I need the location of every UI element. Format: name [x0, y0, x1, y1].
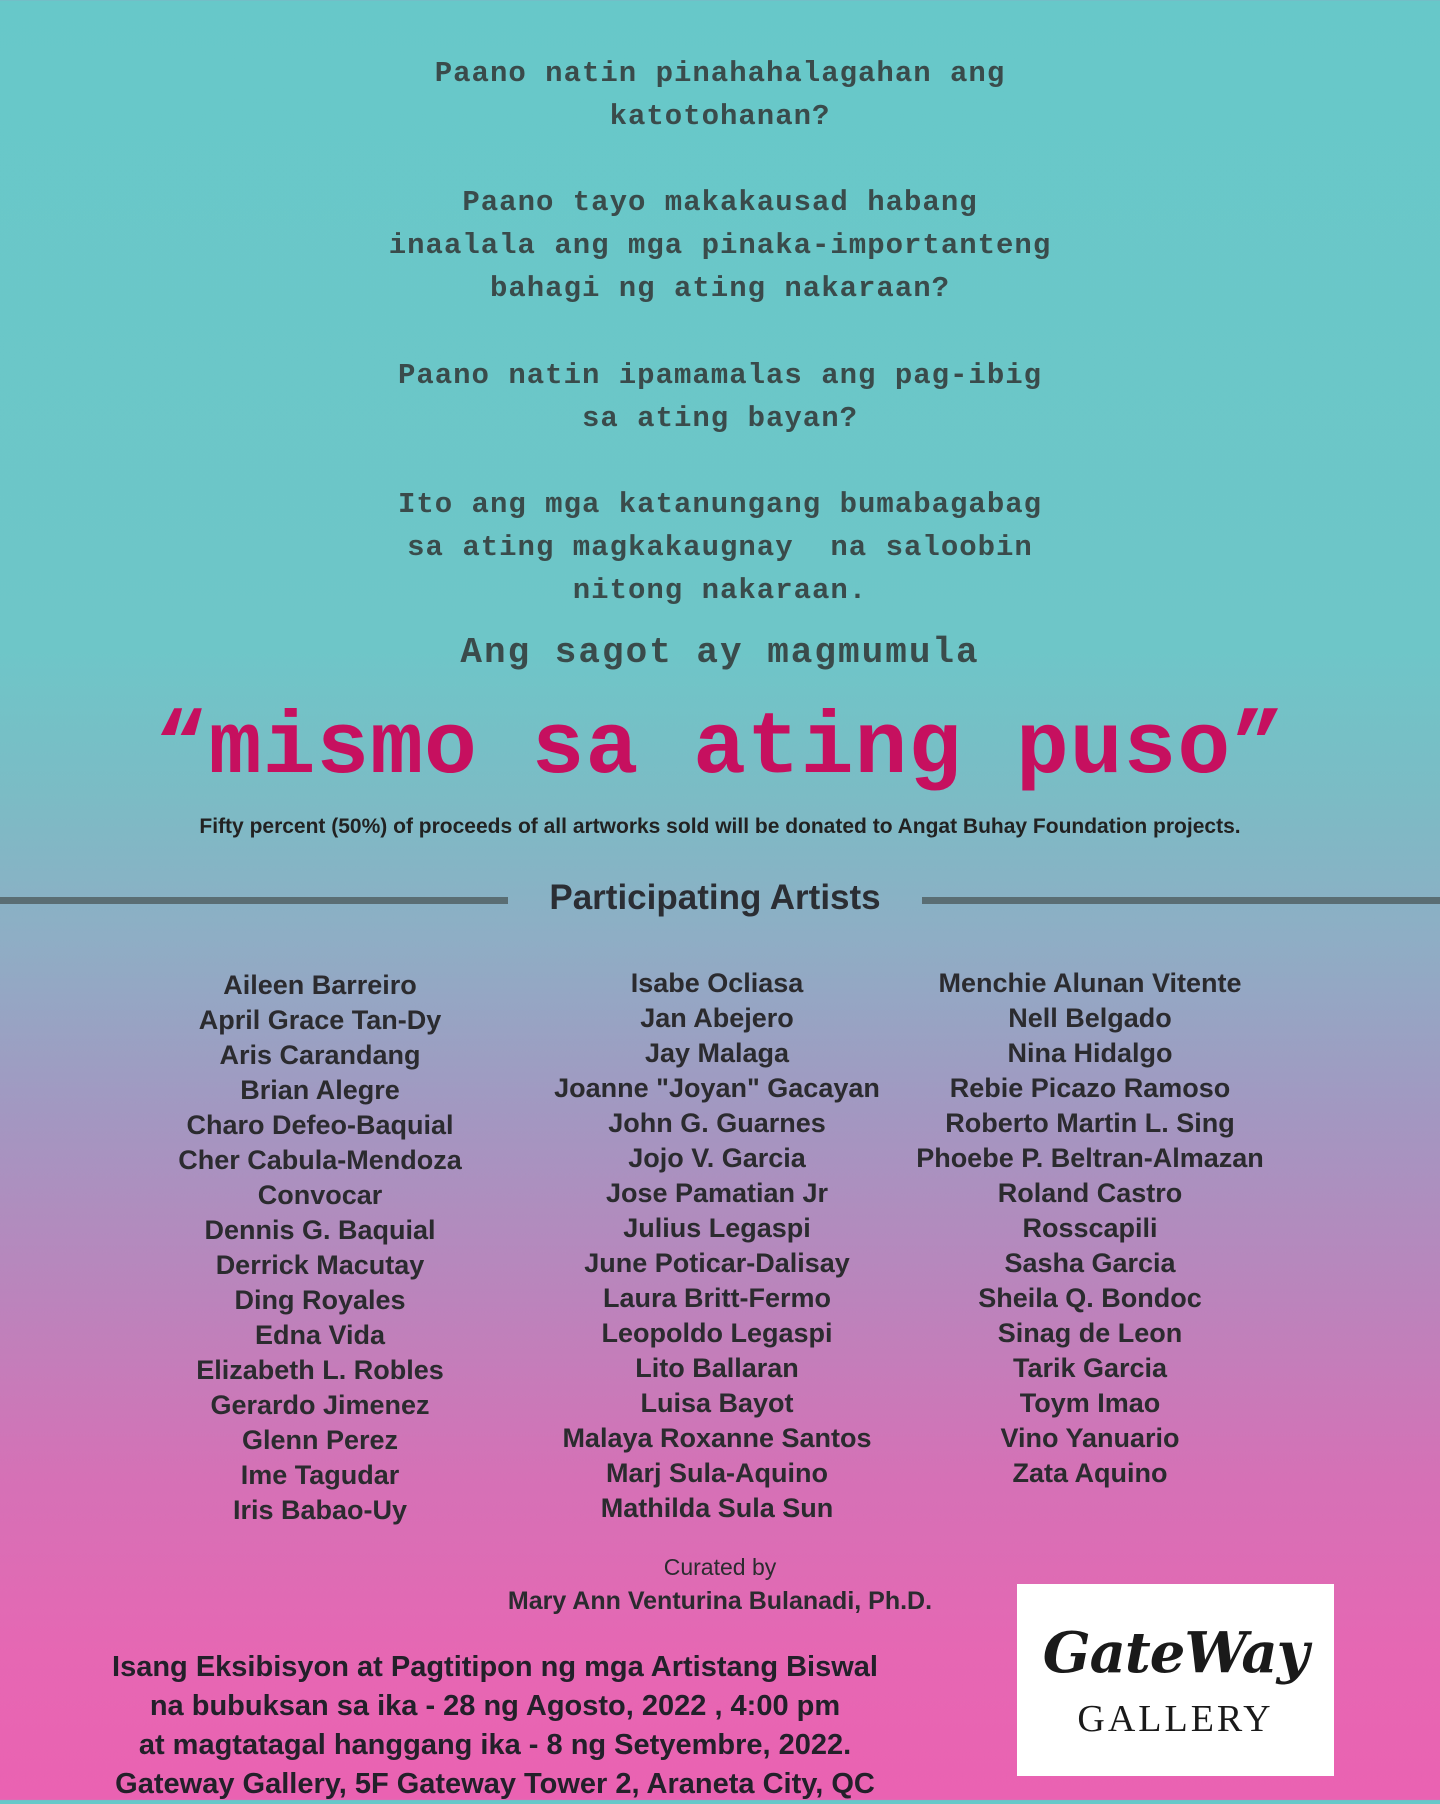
artist-name: Ime Tagudar: [240, 1460, 400, 1490]
poem-line: sa ating magkakaugnay na saloobin: [407, 531, 1033, 564]
artist-name: Laura Britt-Fermo: [602, 1283, 832, 1313]
artist-name: Ding Royales: [234, 1285, 406, 1315]
answer-line: Ang sagot ay magmumula: [460, 632, 980, 673]
artist-name: Jan Abejero: [640, 1003, 794, 1033]
artist-name: Rebie Picazo Ramoso: [949, 1073, 1231, 1103]
artist-name: Phoebe P. Beltran-Almazan: [916, 1143, 1264, 1173]
artist-name: Sheila Q. Bondoc: [978, 1283, 1202, 1313]
poem-line: Paano tayo makakausad habang: [462, 186, 978, 219]
artist-name: Julius Legaspi: [623, 1213, 811, 1243]
divider-left: [0, 897, 508, 904]
artist-name: Toym Imao: [1019, 1388, 1161, 1418]
artist-name: Nell Belgado: [1008, 1003, 1172, 1033]
divider-right: [922, 897, 1440, 904]
curator-name: Mary Ann Venturina Bulanadi, Ph.D.: [507, 1587, 933, 1615]
artist-name: Edna Vida: [254, 1320, 386, 1350]
artist-name: John G. Guarnes: [608, 1108, 826, 1138]
artist-name: Iris Babao-Uy: [232, 1495, 408, 1525]
artist-name: April Grace Tan-Dy: [198, 1005, 442, 1035]
poem-line: Paano natin pinahahalagahan ang: [434, 57, 1006, 90]
artists-heading: Participating Artists: [549, 878, 881, 917]
poem-line: Paano natin ipamamalas ang pag-ibig: [397, 359, 1043, 392]
artist-name: Cher Cabula-Mendoza: [178, 1145, 462, 1175]
logo-wordmark: GateWay: [1042, 1620, 1309, 1686]
artist-name: Malaya Roxanne Santos: [562, 1423, 872, 1453]
artist-name: Marj Sula-Aquino: [606, 1458, 828, 1488]
exhibit-title: “mismo sa ating puso”: [155, 700, 1285, 799]
artist-name: Aileen Barreiro: [223, 970, 417, 1000]
artist-name: June Poticar-Dalisay: [584, 1248, 850, 1278]
artists-column-3: [890, 966, 1290, 1491]
event-line: na bubuksan sa ika - 28 ng Agosto, 2022 , 4:00 pm: [149, 1690, 841, 1722]
artist-name: Roberto Martin L. Sing: [945, 1108, 1235, 1138]
artist-name: Rosscapili: [1022, 1213, 1158, 1243]
artist-name: Aris Carandang: [219, 1040, 421, 1070]
artist-name: Jay Malaga: [644, 1038, 790, 1068]
event-details: [80, 1648, 910, 1804]
artist-name: Elizabeth L. Robles: [196, 1355, 444, 1385]
artist-name: Derrick Macutay: [215, 1250, 425, 1280]
poem-line: katotohanan?: [609, 100, 831, 133]
artist-name: Mathilda Sula Sun: [600, 1493, 834, 1523]
logo-subtitle: GALLERY: [1077, 1698, 1274, 1740]
event-line: Isang Eksibisyon at Pagtitipon ng mga Artistang Biswal: [112, 1651, 878, 1683]
artist-name: Jojo V. Garcia: [628, 1143, 806, 1173]
artist-name: Jose Pamatian Jr: [605, 1178, 829, 1208]
poem-stanza-3: [0, 354, 1440, 440]
artists-column-2: [517, 966, 917, 1526]
artist-name: Sasha Garcia: [1004, 1248, 1176, 1278]
poem-line: bahagi ng ating nakaraan?: [489, 272, 951, 305]
artist-name: Isabe Ocliasa: [630, 968, 804, 998]
poem-line: Ito ang mga katanungang bumabagabag: [397, 488, 1043, 521]
artist-name: Gerardo Jimenez: [210, 1390, 430, 1420]
artist-name: Tarik Garcia: [1012, 1353, 1168, 1383]
artist-name: Menchie Alunan Vitente: [938, 968, 1242, 998]
artist-name: Lito Ballaran: [635, 1353, 799, 1383]
artist-name: Dennis G. Baquial: [204, 1215, 436, 1245]
artist-name: Luisa Bayot: [640, 1388, 794, 1418]
artist-name: Convocar: [257, 1180, 383, 1210]
poem-stanza-1: [0, 52, 1440, 138]
artists-column-1: [120, 968, 520, 1528]
artist-name: Brian Alegre: [240, 1075, 400, 1105]
artist-name: Charo Defeo-Baquial: [186, 1110, 454, 1140]
poem-stanza-4: [0, 483, 1440, 612]
artist-name: Glenn Perez: [241, 1425, 399, 1455]
gateway-gallery-logo: [1017, 1584, 1334, 1776]
artist-name: Leopoldo Legaspi: [601, 1318, 833, 1348]
event-line: at magtatagal hanggang ika - 8 ng Setyembre, 2022.: [138, 1729, 852, 1761]
poem-line: sa ating bayan?: [581, 402, 859, 435]
artist-name: Zata Aquino: [1012, 1458, 1168, 1488]
artist-name: Vino Yanuario: [1000, 1423, 1180, 1453]
artist-name: Sinag de Leon: [997, 1318, 1183, 1348]
poem-stanza-2: [0, 181, 1440, 310]
poem-line: inaalala ang mga pinaka-importanteng: [388, 229, 1052, 262]
artist-name: Joanne "Joyan" Gacayan: [554, 1073, 880, 1103]
curated-by-label: Curated by: [663, 1554, 777, 1580]
donation-note: Fifty percent (50%) of proceeds of all artworks sold will be donated to Angat Buhay Foundation projects.: [199, 815, 1241, 838]
artist-name: Nina Hidalgo: [1007, 1038, 1173, 1068]
artist-name: Roland Castro: [997, 1178, 1183, 1208]
poem-line: nitong nakaraan.: [572, 574, 868, 607]
event-line: Gateway Gallery, 5F Gateway Tower 2, Araneta City, QC: [115, 1768, 875, 1800]
